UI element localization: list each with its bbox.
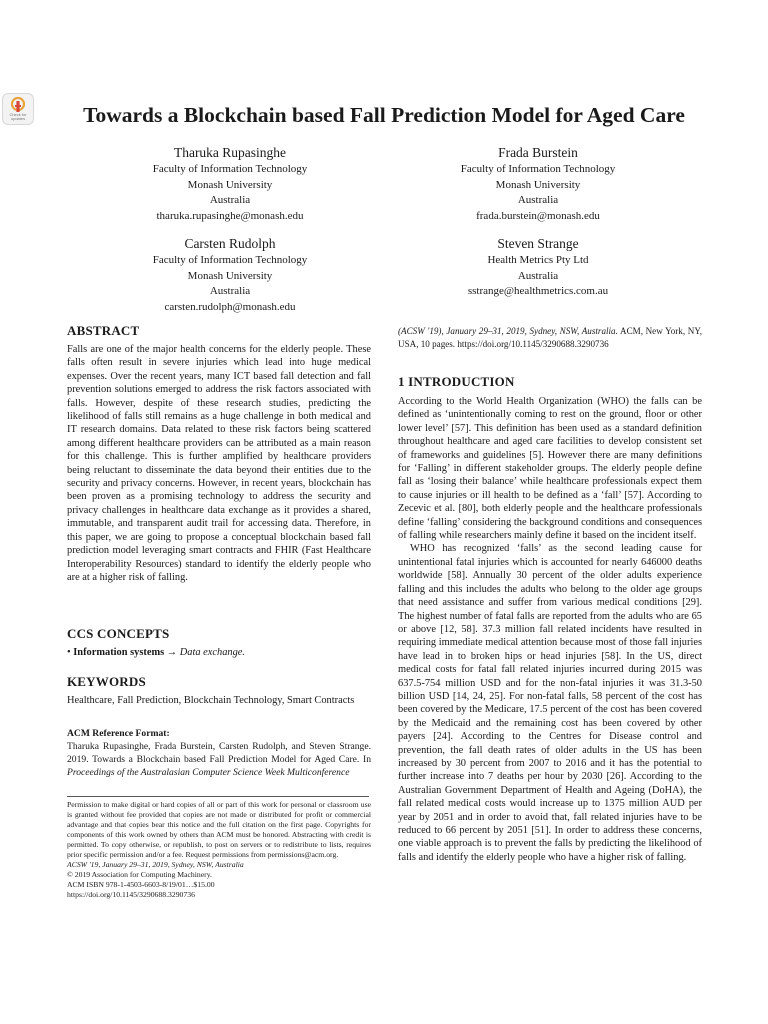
abstract-text [67,343,371,584]
acm-reference-cont-italic: (ACSW '19), January 29–31, 2019, Sydney, NSW, Australia. [398,326,618,336]
introduction-heading: 1 INTRODUCTION [398,374,515,389]
introduction-paragraph-2: WHO has recognized ‘falls’ as the second leading cause for unintentional fatal injuries which is accounted for nearly 646000 deaths worldwide [58]. Annually 30 percent of the older adults experience falling and this includes the adults who belong to the older age groups that need assistance and suffer from various medical conditions [29]. The highest number of fatal falls are reported from the adults who are 65 or above [12, 58]. 37.3 million fall related incidents have resulted in requiring immediate medical attention because most of those fall injuries have lead in to broken hips or head injuries [58]. In the US, direct medical costs for fatal fall related injuries incurred during 2015 was 637.5-754 million USD and for the non-fatal injuries it was 31.3-50 billion USD [14, 24, 25]. For non-fatal falls, 58 percent of the cost has been covered by the Medicare, 17.5 percent of the cost has been covered by the Medicaid and the remaining cost has been covered by other payers [24]. According to the Centres for Disease control and prevention, the fall death rates of older adults in the US has been increased by 30 percent from 2007 to 2016 and it has the potential to further increase into 7 deaths per hour by 2030 [26]. According to the Australian Government Department of Health and Ageing (DoHA), the fall related medical costs would increase up to 1375 million AUD per year by 2051 and in order to avoid that, fall related injuries have to be reduced to 66 percent by 2051 [51]. In order to address these concerns, one viable approach is to prevent the falls by predicting the likelihood of falls and identify the elderly people who have a higher risk of falling. [398,543,702,863]
acm-reference-heading: ACM Reference Format: [67,728,170,739]
permission-text: Permission to make digital or hard copies of all or part of this work for personal or classroom use is granted without fee provided that copies are not made or distributed for profit or commercial advantage and that copies bear this notice and the full citation on the first page. Copyrights for components of this work owned by others than ACM must be honored. Abstracting with credit is permitted. To copy otherwise, or republish, to post on servers or to redistribute to lists, requires prior specific permission and/or a fee. Request permissions from permissions@acm.org. [67,800,371,859]
acm-reference-cont-rest: ACM, New York, NY, USA, 10 pages. https://doi.org/10.1145/3290688.3290736 [398,326,702,349]
check-for-updates-badge[interactable] [2,93,34,125]
ccs-sub: Data exchange. [179,647,245,658]
acm-reference-section [67,728,371,779]
author-block-4 [388,234,688,300]
author-name: Tharuka Rupasinghe [173,145,287,160]
author-country: Australia [209,285,251,297]
ccs-concept: Information systems [73,647,165,658]
author-affiliation: Health Metrics Pty Ltd [487,254,589,266]
abstract-paragraph: Falls are one of the major health concerns for the elderly people. These falls often result in severe injuries which lead into huge medical expenses. Over the recent years, many ICT based fall detection and fall prevention solutions emerged to address the risk factors associated with falls. However, despite of these research studies, predicting the likelihood of falls still remains as a huge challenge in both medical and IT research domains. Data related to these risk factors being scattered among different healthcare providers can be attributed as a main reason for this challenge. This is further amplified by healthcare providers being reluctant to disseminate the data beyond their entities due to the security and privacy concerns. However, in recent years, blockchain has been proven as a promising technology to address the security and privacy challenges in healthcare data exchange as it provides a shared, immutable, and transparent audit trail for accessing data. Therefore, in this paper, we are going to propose a conceptual blockchain based fall prediction model leveraging smart contracts and FHIR (Fast Healthcare Interoperability Resources) standard to identify the elderly people who are at a higher risk of falling. [67,344,371,583]
author-country: Australia [517,269,559,282]
permission-isbn: ACM ISBN 978-1-4503-6603-8/19/01…$15.00 [67,880,215,889]
author-block-2 [388,143,688,224]
ccs-section [67,625,371,660]
keywords-heading: KEYWORDS [67,674,146,689]
author-institution: Monash University [187,178,273,191]
author-name: Carsten Rudolph [184,236,276,251]
badge-text-2: updates [10,116,26,121]
author-affiliation: Faculty of Information Technology [152,254,308,266]
abstract-section [67,322,371,584]
badge-text-1: Check for [9,112,27,117]
paper-title: Towards a Blockchain based Fall Prediction Model for Aged Care [83,103,685,127]
acm-reference-continuation [398,325,702,351]
author-country: Australia [209,194,251,206]
author-email: tharuka.rupasinghe@monash.edu [156,209,304,222]
author-name: Steven Strange [497,236,579,251]
acm-reference-body: Tharuka Rupasinghe, Frada Burstein, Carsten Rudolph, and Steven Strange. 2019. Towards a Blockchain based Fall Prediction Model for Aged Care. In [67,741,371,765]
author-affiliation: Faculty of Information Technology [460,163,616,175]
author-affiliation: Faculty of Information Technology [152,163,308,175]
acm-reference-venue: Proceedings of the Australasian Computer Science Week Multiconference [67,767,350,778]
keywords-section [67,673,371,707]
footnote-divider [67,796,369,797]
author-block-1 [80,143,380,224]
introduction-paragraph-1: According to the World Health Organization (WHO) the falls can be defined as ‘unintentionally coming to rest on the ground, floor or other lower level’ [57]. This definition has been used as a standard definition throughout healthcare and aged care facilities to develop consistent set of frameworks and guidelines [5]. However there are many definitions for ‘Falling’ in different stakeholder groups. The elderly people define fall as ‘losing their balance’ while healthcare professionals expect them to cause injuries or ill health to be defined as a ‘fall’ [57]. According to Zecevic et al. [80], both elderly people and the healthcare professionals define ‘falling’ considering the background conditions and consequences of falling while researchers mainly define it based on the incident itself. [398,396,702,542]
author-institution: Monash University [187,269,273,282]
introduction-section [398,373,702,864]
author-block-3 [80,234,380,315]
author-country: Australia [517,194,559,206]
abstract-heading: ABSTRACT [67,323,140,338]
permission-venue: ACSW '19, January 29–31, 2019, Sydney, NSW, Australia [67,860,244,869]
acm-reference-text [67,740,371,779]
ccs-line [67,646,371,660]
author-institution: Monash University [495,178,581,191]
ccs-bullet: • [67,647,71,658]
permission-block [67,800,371,900]
ccs-arrow: → [166,647,178,658]
permission-doi[interactable]: https://doi.org/10.1145/3290688.3290736 [67,890,195,899]
acm-reference-cont-text [398,325,702,351]
author-name: Frada Burstein [498,145,578,160]
permission-copyright: © 2019 Association for Computing Machinery. [67,870,212,879]
author-email: carsten.rudolph@monash.edu [164,300,296,313]
author-email: sstrange@healthmetrics.com.au [467,285,609,297]
keywords-text: Healthcare, Fall Prediction, Blockchain Technology, Smart Contracts [67,695,355,706]
introduction-text [398,395,702,864]
crossmark-icon [11,97,25,113]
ccs-heading: CCS CONCEPTS [67,626,170,641]
author-email: frada.burstein@monash.edu [476,209,600,222]
